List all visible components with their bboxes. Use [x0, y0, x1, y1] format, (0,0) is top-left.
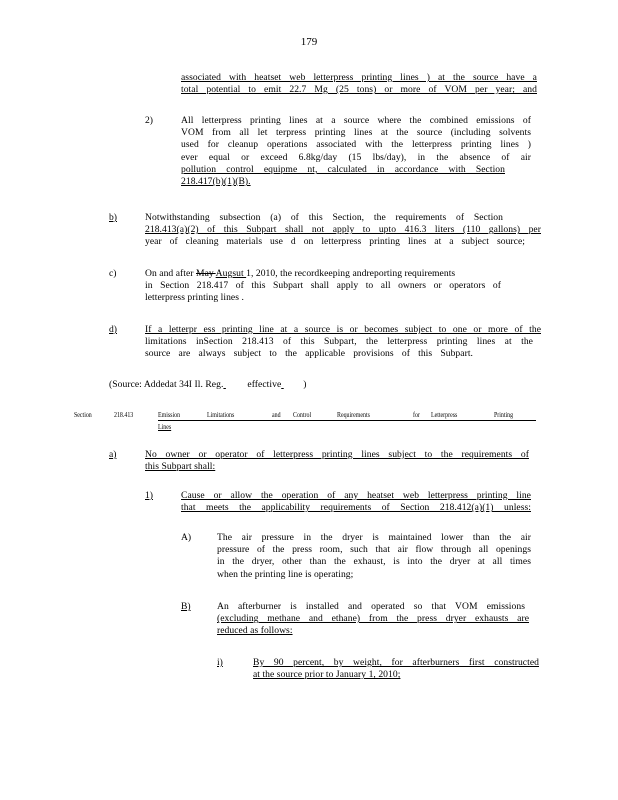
text-line: Notwithstanding subsection (a) of this Section, the requirements of Section — [145, 212, 503, 223]
text-line: at the source prior to January 1, 2010; — [253, 669, 401, 681]
item-label-2: 2) — [145, 115, 153, 126]
section-title-word: Control — [293, 410, 312, 419]
text-line: in the dryer, other than the exhaust, is into the dryer at all times — [217, 556, 531, 568]
struck-text: May — [196, 268, 216, 279]
item-label-b: b) — [109, 212, 117, 223]
text-line: letterpress printing lines . — [145, 292, 244, 304]
page-number: 179 — [300, 36, 318, 48]
text-line: If a letterpr ess printing line at a source is or becomes subject to one or more of the — [145, 324, 541, 335]
text-line: Cause or allow the operation of any heatset web letterpress printing line — [181, 490, 531, 501]
text-line: when the printing line is operating; — [217, 568, 354, 580]
text-line: reduced as follows: — [217, 625, 293, 637]
text-line: ever equal or exceed 6.8kg/day (15 lbs/day), in the absence of air — [181, 151, 531, 163]
item-d-text — [145, 324, 541, 361]
item-label-d: d) — [109, 324, 117, 335]
section-word: Section — [74, 410, 92, 419]
section-number: 218.413 — [114, 410, 134, 419]
text-line: year of cleaning materials use d on letterpress printing lines at a subject source; — [145, 236, 525, 248]
source-note: (Source: Addedat 34I Il. Reg. effective ) — [109, 379, 307, 390]
text-line: pressure of the press room, such that air flow through all openings — [217, 544, 531, 556]
text-line: associated with heatset web letterpress printing lines ) at the source have a — [181, 72, 537, 83]
inserted-text: Augsut — [215, 268, 247, 279]
underlined-text: 218.417(b)(1)(B). — [181, 176, 251, 188]
section-title-word: Requirements — [337, 410, 370, 419]
item-2-text — [181, 115, 531, 188]
section-title-word: Lines — [158, 422, 172, 431]
text-line: this Subpart shall: — [145, 461, 216, 473]
text-line: source are always subject to the applicable provisions of this Subpart. — [145, 348, 473, 360]
item-label-i: i) — [217, 657, 223, 668]
text-line: On and after May Augsut 1, 2010, the recordkeeping andreporting requirements — [145, 268, 456, 279]
item-label-A: A) — [181, 532, 192, 543]
item-1-text — [181, 490, 531, 514]
section-title-word: Emission — [158, 410, 181, 419]
underlined-text: pollution control equipme nt, calculated in accordance with Section — [181, 163, 505, 175]
text-line: used for cleanup operations associated with the letterpress printing lines ) — [181, 139, 531, 151]
text-line: An afterburner is installed and operated so that VOM emissions — [217, 601, 525, 612]
item-label-c: c) — [109, 268, 117, 279]
section-title-word: for — [413, 410, 420, 419]
continuation-text — [181, 72, 537, 96]
item-label-1: 1) — [145, 490, 153, 501]
item-label-a: a) — [109, 449, 117, 460]
text-line: 218.413(a)(2) of this Subpart shall not apply to upto 416.3 liters (110 gallons) per — [145, 224, 541, 236]
text-line: All letterpress printing lines at a source where the combined emissions of — [181, 115, 531, 126]
section-title-word: Letterpress — [431, 410, 458, 419]
item-A-text — [217, 532, 531, 581]
item-a-text — [145, 449, 529, 473]
text-line: By 90 percent, by weight, for afterburners first constructed — [253, 657, 539, 668]
item-i-text — [253, 657, 539, 681]
text-line: total potential to emit 22.7 Mg (25 tons) or more of VOM per year; and — [181, 84, 537, 96]
item-c-text — [145, 268, 517, 305]
text-line: No owner or operator of letterpress printing lines subject to the requirements of — [145, 449, 529, 460]
section-title-word: and — [272, 410, 281, 419]
text-line: VOM from all let terpress printing lines at the source (including solvents — [181, 127, 531, 139]
text-line: in Section 218.417 of this Subpart shall apply to all owners or operators of — [145, 280, 501, 292]
item-b-text — [145, 212, 541, 249]
text-line: (excluding methane and ethane) from the press dryer exhausts are — [217, 613, 529, 625]
item-label-B: B) — [181, 601, 191, 612]
text-line: limitations inSection 218.413 of this Subpart, the letterpress printing lines at the — [145, 336, 533, 348]
section-title-word: Limitations — [207, 410, 235, 419]
item-B-text — [217, 601, 529, 638]
text-line: The air pressure in the dryer is maintained lower than the air — [217, 532, 531, 543]
section-title-word: Printing — [494, 410, 514, 419]
header-underline — [158, 420, 536, 421]
text-line: that meets the applicability requirements of Section 218.412(a)(1) unless: — [181, 502, 531, 514]
